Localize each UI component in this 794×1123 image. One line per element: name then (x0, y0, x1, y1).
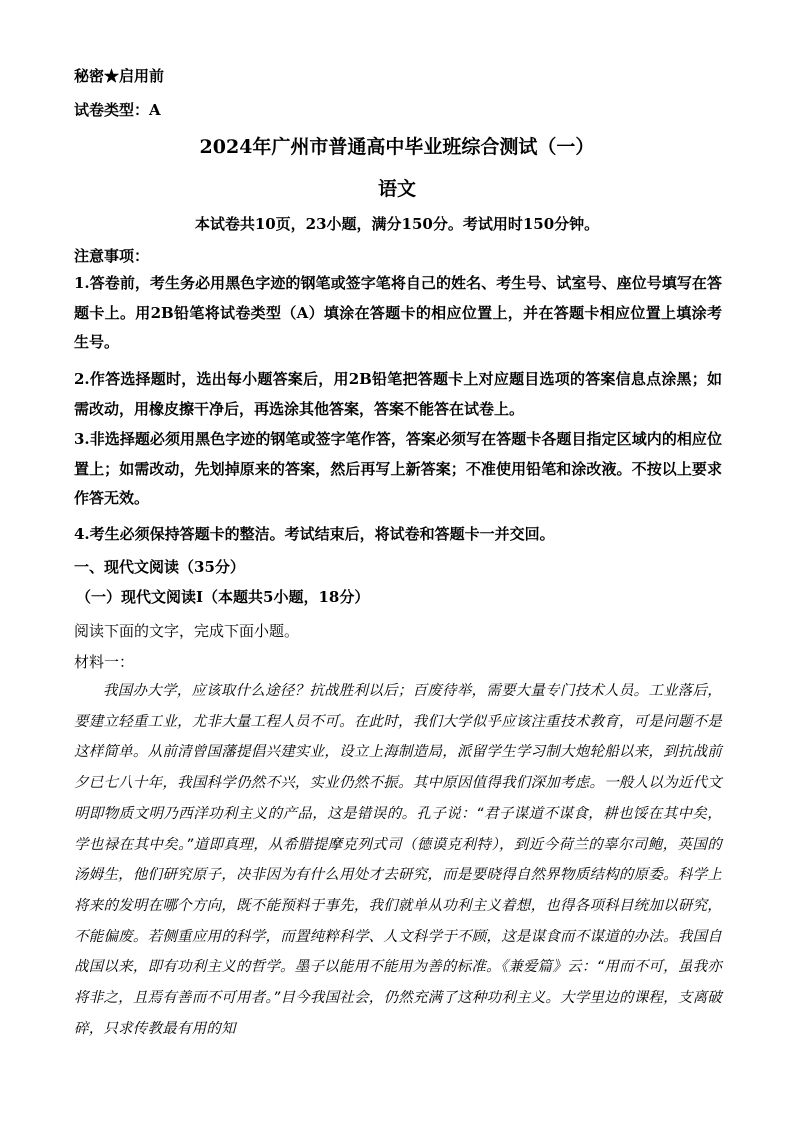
notes-heading: 注意事项： (74, 247, 150, 265)
exam-info: 本试卷共10页，23小题，满分150分。考试用时150分钟。 (194, 215, 600, 233)
reading-instruction: 阅读下面的文字，完成下面小题。 (74, 622, 300, 640)
subject-title: 语文 (377, 178, 416, 200)
note-item-2: 2.作答选择题时，选出每小题答案后，用2B铅笔把答题卡上对应题目选项的答案信息点涂黑；如需改动，用橡皮擦干净后，再选涂其他答案，答案不能答在试卷上。 (74, 370, 722, 418)
note-item-3: 3.非选择题必须用黑色字迹的钢笔或签字笔作答，答案必须写在答题卡各题目指定区域内的相应位置上；如需改动，先划掉原来的答案，然后再写上新答案；不准使用铅笔和涂改液。不按以上要求作答无效。 (74, 430, 722, 507)
confidential-label: 秘密★启用前 (74, 67, 165, 85)
exam-title: 2024年广州市普通高中毕业班综合测试（一） (199, 136, 595, 158)
material-label: 材料一： (74, 653, 135, 671)
note-item-1: 1.答卷前，考生务必用黑色字迹的钢笔或签字笔将自己的姓名、考生号、试室号、座位号填写在答题卡上。用2B铅笔将试卷类型（A）填涂在答题卡的相应位置上，并在答题卡相应位置上填涂考生号。 (74, 274, 722, 351)
material-text: 我国办大学，应该取什么途径？抗战胜利以后；百废待举，需要大量专门技术人员。工业落后，要建立轻重工业，尤非大量工程人员不可。在此时，我们大学似乎应该注重技术教育，可是问题不是这样简单。从前清曾国藩提倡兴建实业，设立上海制造局，派留学生学习制大炮轮船以来，到抗战前夕已七八十年，我国科学仍然不兴，实业仍然不振。其中原因值得我们深加考虑。一般人以为近代文明即物质文明乃西洋功利主义的产品，这是错误的。孔子说：“君子谋道不谋食，耕也馁在其中矣，学也禄在其中矣。”道即真理，从希腊提摩克列式司（德谟克利特），到近今荷兰的辜尔司鲍，英国的汤姆生，他们研究原子，决非因为有什么用处才去研究，而是要晓得自然界物质结构的原委。科学上将来的发明在哪个方向，既不能预料于事先，我们就单从功利主义着想，也得各项科目统加以研究，不能偏废。若侧重应用的科学，而置纯粹科学、人文科学于不顾，这是谋食而不谋道的办法。我国自战国以来，即有功利主义的哲学。墨子以能用不能用为善的标准。《兼爱篇》云：“用而不可，虽我亦将非之，且焉有善而不可用者。”目今我国社会，仍然充满了这种功利主义。大学里边的课程，支离破碎，只求传教最有用的知 (74, 683, 722, 1037)
section-heading: 一、现代文阅读（35分） (74, 558, 245, 576)
note-item-4: 4.考生必须保持答题卡的整洁。考试结束后，将试卷和答题卡一并交回。 (74, 525, 555, 543)
paper-type-label: 试卷类型：A (74, 101, 161, 119)
subsection-heading: （一）现代文阅读Ⅰ（本题共5小题，18分） (76, 588, 370, 606)
